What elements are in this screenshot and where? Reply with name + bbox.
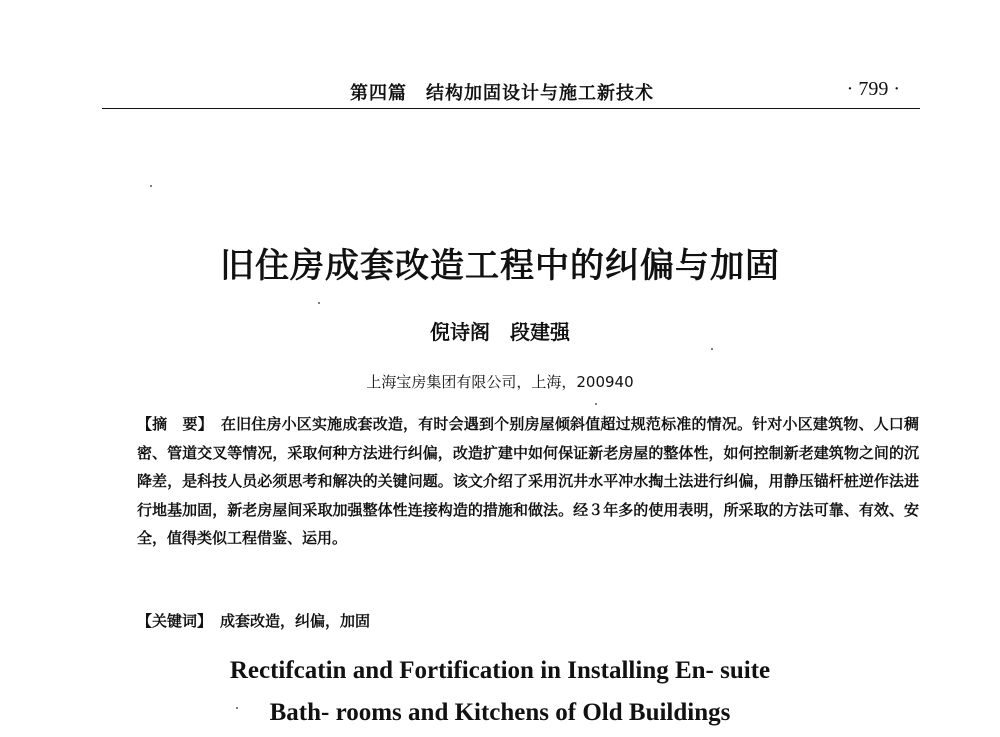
- scan-speck: [318, 302, 320, 304]
- abstract-label: 【摘 要】: [137, 415, 213, 433]
- article-title: 旧住房成套改造工程中的纠偏与加固: [220, 246, 780, 286]
- page-number: · 799 ·: [846, 78, 900, 100]
- scan-speck: [150, 185, 152, 187]
- keywords-text: 成套改造，纠偏，加固: [220, 612, 371, 630]
- running-header: [102, 76, 920, 109]
- section-title: 第四篇 结构加固设计与施工新技术: [350, 83, 654, 104]
- scan-speck: [711, 348, 713, 350]
- scan-speck: [595, 403, 597, 405]
- english-title: [0, 650, 1000, 734]
- abstract-text: 在旧住房小区实施成套改造，有时会遇到个别房屋倾斜值超过规范标准的情况。针对小区建筑物、人口稠密、管道交叉等情况，采取何种方法进行纠偏，改造扩建中如何保证新老房屋的整体性，如何控制新老建筑物之间的沉降差，是科技人员必须思考和解决的关键问题。该文介绍了采用沉井水平冲水掏土法进行纠偏，用静压锚杆桩逆作法进行地基加固，新老房屋间采取加强整体性连接构造的措施和做法。经３年多的使用表明，所采取的方法可靠、有效、安全，值得类似工程借鉴、运用。: [137, 415, 919, 548]
- article-authors: 倪诗阁 段建强: [430, 320, 570, 344]
- keywords-label: 【关键词】: [137, 612, 213, 630]
- scan-speck: [236, 707, 238, 709]
- keywords: [137, 610, 919, 631]
- english-title-line-1: Rectifcatin and Fortification in Installing En- suite: [229, 657, 771, 684]
- article-affiliation: 上海宝房集团有限公司，上海，200940: [366, 373, 634, 391]
- english-title-line-2: Bath- rooms and Kitchens of Old Buildings: [269, 699, 731, 726]
- abstract: [137, 410, 919, 553]
